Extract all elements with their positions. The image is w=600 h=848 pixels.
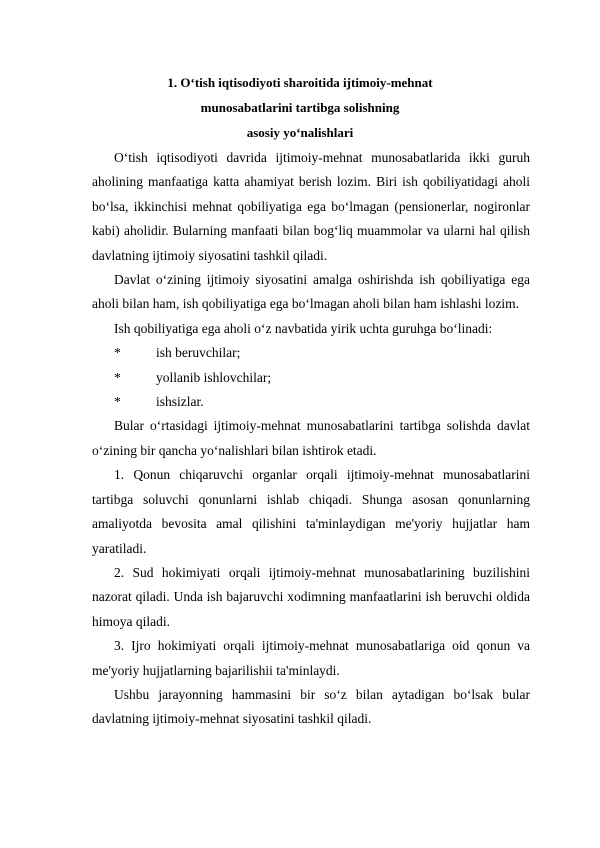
document-title [110, 70, 490, 145]
paragraph: Ushbu jarayonning hammasini bir so‘z bilan aytadigan bo‘lsak bular davlatning ijtimoiy-mehnat siyosatini tashkil qiladi. [92, 686, 530, 727]
title-line: asosiy yo‘nalishlari [246, 125, 354, 140]
paragraph: Bular o‘rtasidagi ijtimoiy-mehnat munosabatlarini tartibga solishda davlat o‘zining bir qancha yo‘nalishlari bilan ishtirok etadi. [92, 418, 530, 458]
paragraph: 2. Sud hokimiyati orqali ijtimoiy-mehnat munosabatlarining buzilishini nazorat qiladi. Unda ish bajaruvchi xodimning manfaatlarini ish beruvchi oldida himoya qiladi. [92, 564, 530, 629]
list-item [92, 390, 530, 414]
paragraph: O‘tish iqtisodiyoti davrida ijtimoiy-mehnat munosabatlarida ikki guruh aholining manfaatiga katta ahamiyat berish lozim. Biri ish qobiliyatidagi aholi bo‘lsa, ikkinchisi mehnat qobiliyatiga ega bo‘lmagan (pensionerlar, nogironlar kabi) aholidir. Bularning manfaati bilan bog‘liq muammolar va ularni hal qilish davlatning ijtimoiy siyosatini tashkil qiladi. [92, 150, 530, 263]
title-line: 1. O‘tish iqtisodiyoti sharoitida ijtimoiy-mehnat [167, 75, 433, 90]
paragraph: 3. Ijro hokimiyati orqali ijtimoiy-mehnat munosabatlariga oid qonun va me'yoriy hujjatlarning bajarilishii ta'minlaydi. [92, 638, 530, 678]
paragraph: Davlat o‘zining ijtimoiy siyosatini amalga oshirishda ish qobiliyatiga ega aholi bilan ham, ish qobiliyatiga ega bo‘lmagan aholi bilan ham ishlashi lozim. [92, 272, 530, 312]
list-item-text: yollanib ishlovchilar; [156, 369, 272, 385]
bullet-icon: * [114, 369, 121, 385]
list-item [92, 341, 530, 365]
paragraph: Ish qobiliyatiga ega aholi o‘z navbatida yirik uchta guruhga bo‘linadi: [114, 320, 493, 336]
list-item-text: ishsizlar. [156, 394, 204, 410]
bullet-icon: * [114, 345, 121, 361]
list-item [92, 366, 530, 390]
document-body [92, 146, 530, 732]
bullet-icon: * [114, 394, 121, 410]
list-item-text: ish beruvchilar; [156, 345, 241, 361]
paragraph: 1. Qonun chiqaruvchi organlar orqali ijtimoiy-mehnat munosabatlarini tartibga soluvchi qonunlarni ishlab chiqadi. Shunga asosan qonunlarning amaliyotda bevosita amal qilishini ta'minlaydigan me'yoriy hujjatlar ham yaratiladi. [92, 467, 530, 556]
title-line: munosabatlarini tartibga solishning [200, 100, 400, 115]
